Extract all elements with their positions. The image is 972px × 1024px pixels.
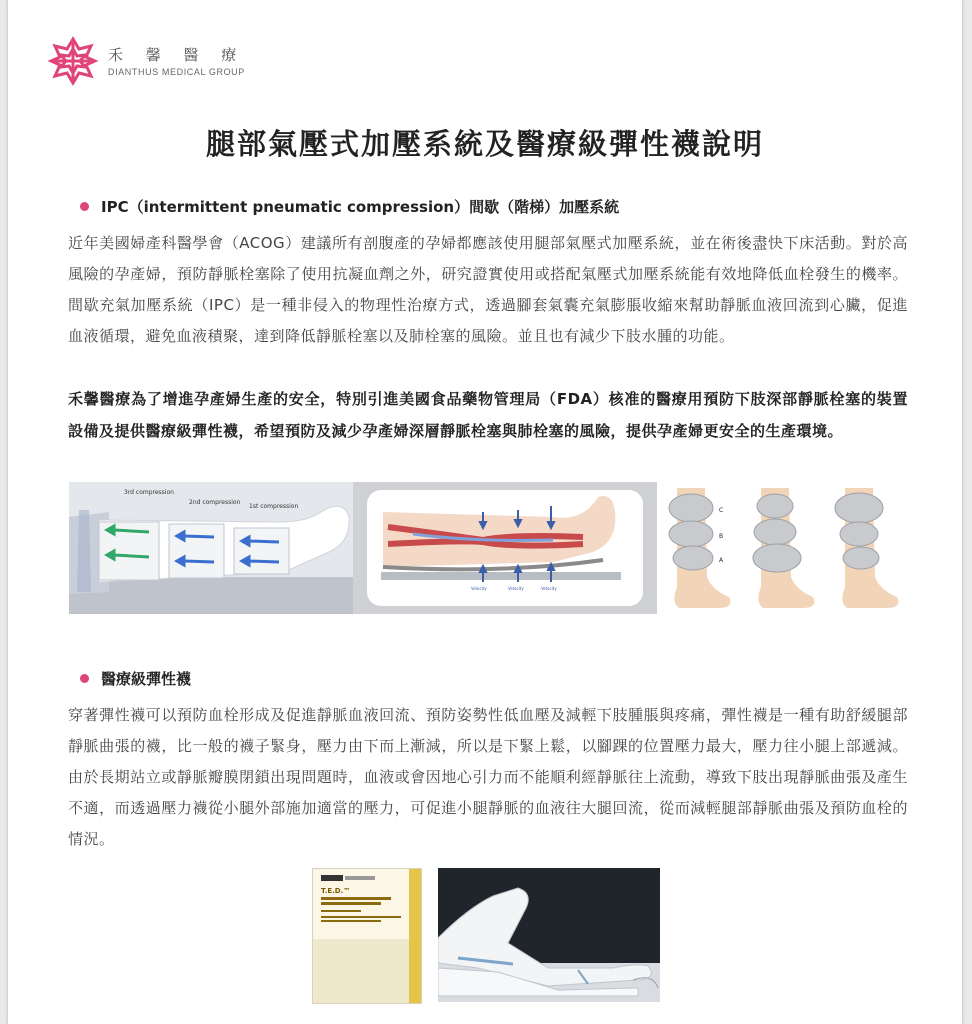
dianthus-logo-icon <box>48 36 98 86</box>
velocity-label-1: Velocity <box>471 586 487 591</box>
vein-compression-diagram <box>353 482 657 614</box>
stockings-on-legs-photo <box>438 868 660 1002</box>
document-page <box>8 0 962 1024</box>
stockings-paragraph: 穿著彈性襪可以預防血栓形成及促進靜脈血液回流、預防姿勢性低血壓及減輕下肢腫脹與疼痛，彈性襪是一種有助舒緩腿部靜脈曲張的襪，比一般的襪子緊身，壓力由下而上漸減，所以是下緊上鬆，以腳踝的位置壓力最大，壓力往小腿上部遞減。由於長期站立或靜脈瓣膜閉鎖出現問題時，血液或會因地心引力而不能順利經靜脈往上流動，導致下肢出現靜脈曲張及產生不適，而透過壓力襪從小腿外部施加適當的壓力，可促進小腿靜脈的血液往大腿回流，從而減輕腿部靜脈曲張及預防血栓的情況。 <box>68 706 908 848</box>
chamber-b-label: B <box>719 533 724 540</box>
logo <box>48 36 245 86</box>
section-heading-stockings <box>80 668 191 689</box>
chamber-a-label: A <box>719 557 724 564</box>
section-heading-ipc <box>80 196 619 217</box>
velocity-label-3: Velocity <box>541 586 557 591</box>
velocity-label-2: Velocity <box>508 586 524 591</box>
section-heading-stockings-label: 醫療級彈性襪 <box>101 670 192 688</box>
ted-stocking-box-photo <box>312 868 422 1004</box>
sleeve-chambers-diagram <box>657 482 909 614</box>
first-compression-label: 1st compression <box>249 503 299 510</box>
ipc-leg-sleeve-photo <box>69 482 353 614</box>
page-title: 腿部氣壓式加壓系統及醫療級彈性襪說明 <box>205 127 764 161</box>
bullet-icon <box>80 202 89 211</box>
logo-chinese-name: 禾 馨 醫 療 <box>108 45 246 64</box>
logo-english-name: DIANTHUS MEDICAL GROUP <box>108 66 245 77</box>
bullet-icon <box>80 674 89 683</box>
second-compression-label: 2nd compression <box>189 499 241 506</box>
chamber-c-label: C <box>719 507 724 514</box>
dianthus-safety-paragraph: 禾馨醫療為了增進孕產婦生產的安全，特別引進美國食品藥物管理局（FDA）核准的醫療用預防下肢深部靜脈栓塞的裝置設備及提供醫療級彈性襪，希望預防及減少孕產婦深層靜脈栓塞與肺栓塞的風險，提供孕產婦更安全的生產環境。 <box>68 390 908 440</box>
ipc-paragraph: 近年美國婦產科醫學會（ACOG）建議所有剖腹產的孕婦都應該使用腿部氣壓式加壓系統，並在術後盡快下床活動。對於高風險的孕產婦，預防靜脈栓塞除了使用抗凝血劑之外，研究證實使用或搭配氣壓式加壓系統能有效地降低血栓發生的機率。間歇充氣加壓系統（IPC）是一種非侵入的物理性治療方式，透過腳套氣囊充氣膨脹收縮來幫助靜脈血液回流到心臟，促進血液循環，避免血液積聚，達到降低靜脈栓塞以及肺栓塞的風險。並且也有減少下肢水腫的功能。 <box>68 234 908 345</box>
third-compression-label: 3rd compression <box>124 489 174 496</box>
section-heading-ipc-label: IPC（intermittent pneumatic compression）間歇（階梯）加壓系統 <box>101 198 620 216</box>
ted-brand-label: T.E.D.™ <box>321 887 351 895</box>
